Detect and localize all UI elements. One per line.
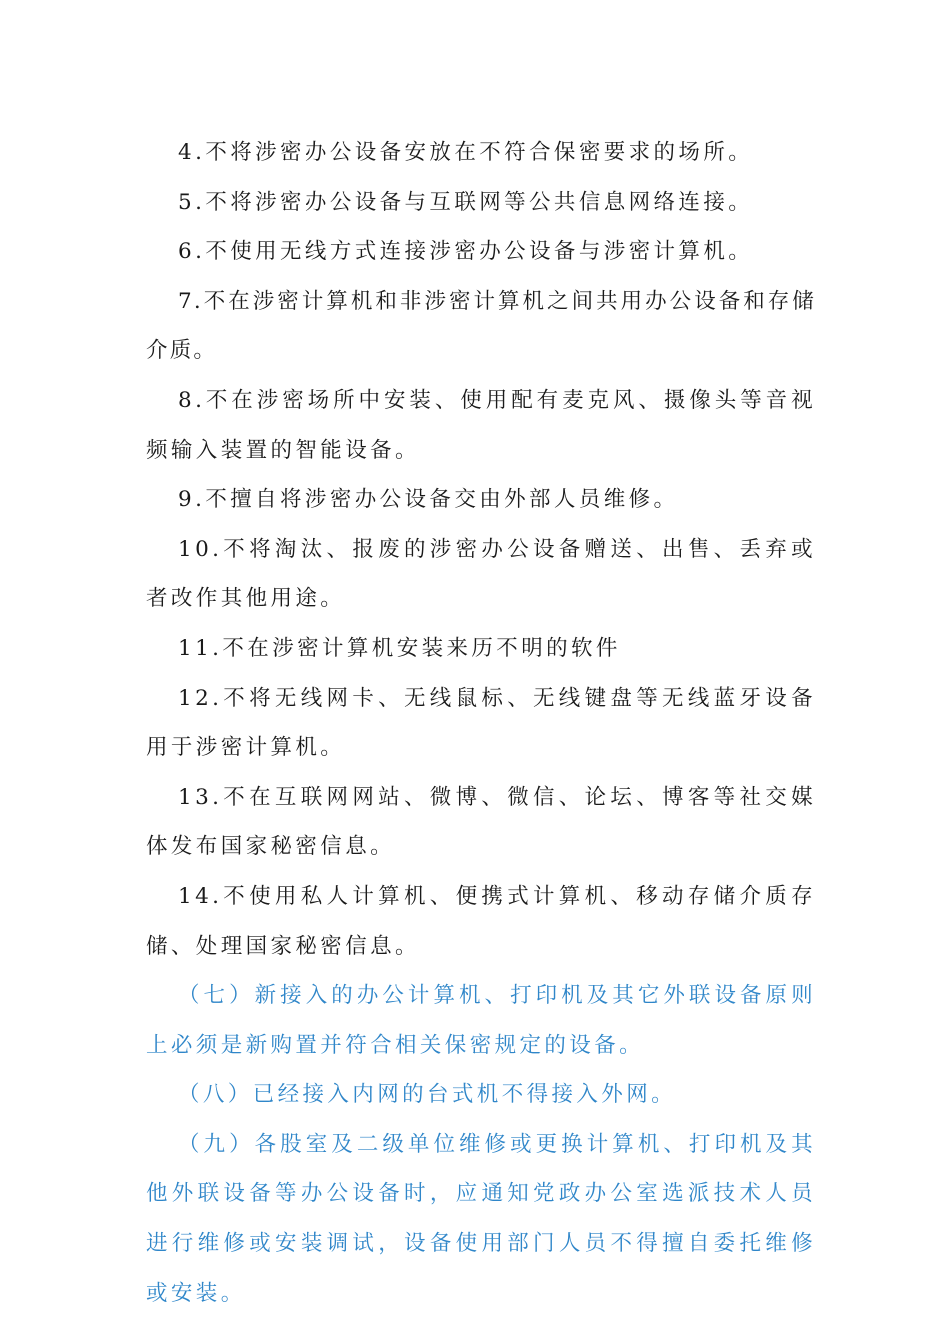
paragraph-item-6: 6.不使用无线方式连接涉密办公设备与涉密计算机。 [178,239,754,265]
paragraph-item-12: 12.不将无线网卡、无线鼠标、无线键盘等无线蓝牙设备用于涉密计算机。 [146,685,816,761]
section-nine-paragraph: （九）各股室及二级单位维修或更换计算机、打印机及其他外联设备等办公设备时，应通知党政办公室选派技术人员进行维修或安装调试，设备使用部门人员不得擅自委托维修或安装。 [146,1131,816,1306]
paragraph-item-5: 5.不将涉密办公设备与互联网等公共信息网络连接。 [178,189,754,215]
paragraph-item-7: 7.不在涉密计算机和非涉密计算机之间共用办公设备和存储介质。 [146,288,816,364]
paragraph-item-10: 10.不将淘汰、报废的涉密办公设备赠送、出售、丢弃或者改作其他用途。 [146,536,816,612]
paragraph-item-4: 4.不将涉密办公设备安放在不符合保密要求的场所。 [178,140,754,165]
section-seven-paragraph: （七）新接入的办公计算机、打印机及其它外联设备原则上必须是新购置并符合相关保密规定的设备。 [146,983,816,1058]
paragraph-item-8: 8.不在涉密场所中安装、使用配有麦克风、摄像头等音视频输入装置的智能设备。 [146,387,816,463]
paragraph-item-11: 11.不在涉密计算机安装来历不明的软件 [178,635,621,661]
paragraph-item-14: 14.不使用私人计算机、便携式计算机、移动存储介质存储、处理国家秘密信息。 [146,883,816,959]
paragraph-item-13: 13.不在互联网网站、微博、微信、论坛、博客等社交媒体发布国家秘密信息。 [146,784,816,860]
section-eight-paragraph: （八）已经接入内网的台式机不得接入外网。 [178,1082,677,1108]
document-body [146,128,816,1318]
paragraph-item-9: 9.不擅自将涉密办公设备交由外部人员维修。 [178,487,679,513]
